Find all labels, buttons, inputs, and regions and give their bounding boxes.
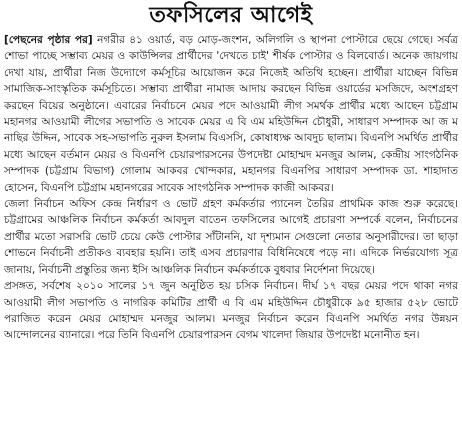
paragraph-text: নগরীর ৪১ ওয়ার্ড, বড় মোড়-জংশন, অলিগলি ও স্থাপনা পোস্টারে ছেয়ে গেছে। সর্বত্র শোভা পাচ্ছে সম্ভাব্য মেয়র ও কাউন্সিলর প্রার্থীদের 'দেখতে চাই' শীর্ষক পোস্টার ও বিলবোর্ড। অনেক জায়গায় দেখা যায়, প্রার্থীরা নিজ উদ্যোগে কর্মসূচির আয়োজন করে নিজেই অতিথি হচ্ছেন। প্রার্থীরা যাচ্ছেন বিভিন্ন সামাজিক-সাংস্কৃতিক কর্মসূচিতে। সম্ভাব্য প্রার্থীরা নামাজ আদায় করছেন বিভিন্ন ওয়ার্ডের মসজিদে, অংশগ্রহণ করছেন বিয়ের অনুষ্ঠানে। এবারের নির্বাচনে মেয়র পদে আওয়ামী লীগ সমর্থক প্রার্থীর মধ্যে আছেন চট্টগ্রাম মহানগর আওয়ামী লীগের সভাপতি ও সাবেক মেয়র এ বি এম মহিউদ্দিন চৌধুরী, সাধারণ সম্পাদক আ জ ম নাছির উদ্দিন, সাবেক সহ-সভাপতি নুরুল ইসলাম বিএসসি, কোষাধ্যক্ষ আবদুচ ছালাম। বিএনপি সমর্থিত প্রার্থীর মধ্যে আছেন বর্তমান মেয়র ও বিএনপি চেয়ারপারসনের উপদেষ্টা মোহাম্মদ মনজুর আলম, কেন্দ্রীয় সাংগঠনিক সম্পাদক (চট্টগ্রাম বিভাগ) গোলাম আকবর খোন্দকার, মহানগর বিএনপির সাধারণ সম্পাদক ডা. শাহাদাত হোসেন, বিএনপি চট্টগ্রাম মহানগরের সাবেক সাংগঠনিক সম্পাদক কাজী আকবর। [4, 34, 458, 194]
article-paragraph: প্রসঙ্গত, সর্বশেষ ২০১০ সালের ১৭ জুন অনুষ্ঠিত হয় চসিক নির্বাচন। দীর্ঘ ১৭ বছর মেয়র পদে থাকা নগর আওয়ামী লীগ সভাপতি ও নাগরিক কমিটির প্রার্থী এ বি এম মহিউদ্দিন চৌধুরীকে ৯৫ হাজার ৫২৮ ভোটে পরাজিত করেন মেয়র মোহাম্মদ মনজুর আলম। মনজুর নির্বাচন করেন বিএনপি সমর্থিত নগর উন্নয়ন আন্দোলনের ব্যানারে। পরে তিনি বিএনপি চেয়ারপারসন বেগম খালেদা জিয়ার উপদেষ্টা মনোনীত হন। [4, 280, 458, 342]
article-body [4, 32, 458, 344]
article-paragraph [4, 32, 458, 196]
article-headline: তফসিলের আগেই [149, 3, 313, 28]
article-paragraph: জেলা নির্বাচন অফিস কেন্দ্র নির্ধারণ ও ভোট গ্রহণ কর্মকর্তার প্যানেল তৈরির প্রাথমিক কাজ শুরু করেছে। চট্টগ্রামের আঞ্চলিক নির্বাচন কর্মকর্তা আবদুল বাতেন তফসিলের আগেই প্রচারণা সম্পর্কে বলেন, নির্বাচনের প্রার্থীর মতো সরাসরি ভোট চেয়ে কেউ পোস্টার সাঁটাননি, যা দৃশ্যমান সেগুলো নেতার অনুসারীদের। তা ছাড়া শোভনে নির্বাচনী প্রতীকও ব্যবহার হয়নি। তাই এসব প্রচারণার বিধিনিষেধে পড়ে না। এদিকে নির্ভরযোগ্য সূত্র জানায়, নির্বাচনী প্রস্তুতির জন্য ইসি আঞ্চলিক নির্বাচন কর্মকর্তাকে বুধবার নির্দেশনা দিয়েছে। [4, 198, 458, 276]
continuation-label: [পেছনের পৃষ্ঠার পর] [4, 34, 93, 46]
